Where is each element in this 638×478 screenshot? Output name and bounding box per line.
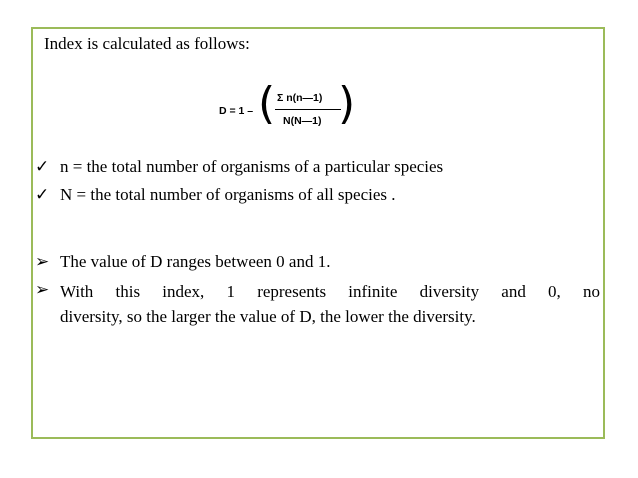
note-text: The value of D ranges between 0 and 1. xyxy=(60,252,331,271)
arrow-bullet-icon: ➢ xyxy=(35,252,50,271)
note-item-meaning xyxy=(35,279,600,329)
definition-item-N xyxy=(35,184,396,206)
definition-item-n xyxy=(35,156,443,178)
formula-numerator: Σ n(n—1) xyxy=(277,92,323,104)
note-paragraph xyxy=(60,279,600,329)
arrow-bullet-icon: ➢ xyxy=(35,280,50,299)
checkmark-icon: ✓ xyxy=(35,157,50,176)
formula-fraction-bar xyxy=(275,109,341,110)
note-item-range xyxy=(35,251,330,273)
formula-denominator: N(N—1) xyxy=(283,115,322,127)
intro-text: Index is calculated as follows: xyxy=(44,34,250,53)
formula-close-paren: ) xyxy=(338,78,356,129)
formula-lhs: D = 1 – xyxy=(219,105,254,117)
note-line-1: With this index, 1 represents infinite diversity and 0, no xyxy=(60,282,600,301)
definition-text: n = the total number of organisms of a particular species xyxy=(60,157,444,176)
formula-open-paren: ( xyxy=(258,78,276,129)
checkmark-icon: ✓ xyxy=(35,185,50,204)
note-line-2: diversity, so the larger the value of D, the lower the diversity. xyxy=(60,307,476,326)
simpson-formula xyxy=(219,78,359,136)
definition-text: N = the total number of organisms of all species . xyxy=(60,185,396,204)
